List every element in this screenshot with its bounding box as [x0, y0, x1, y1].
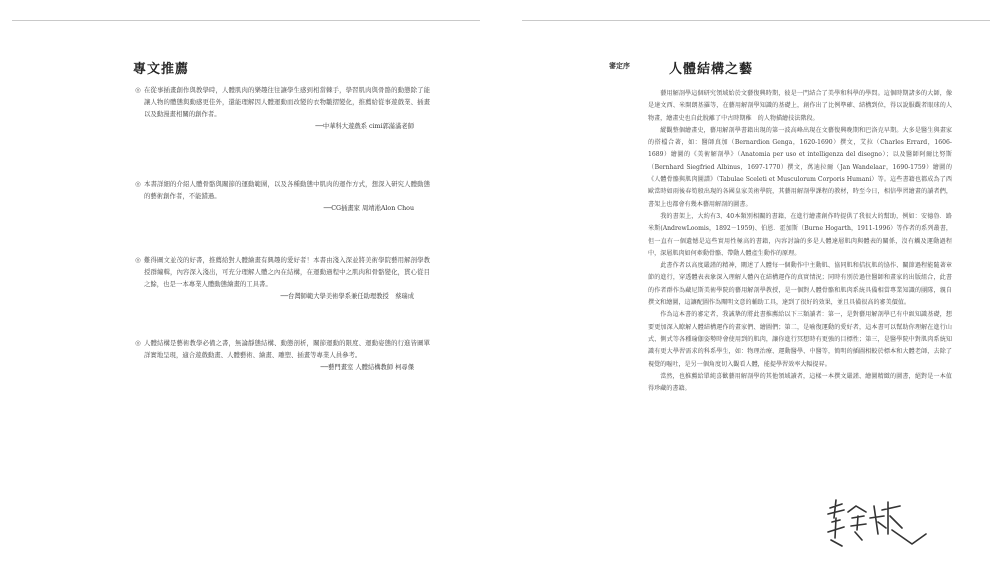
preface-paragraph: 我的書架上，大約有3、40本類別相關的書籍，在進行繪畫創作時提供了我很大的幫助，例如：安德魯．路米斯(AndrewLoomis，1892－1959)、伯恩．霍加斯（Burne Hogarth，1911-1996）等作者的系列叢書，但一直有一個遺憾是這些實用性極高的書籍，內容討論的多是人體達層肌肉與體表的關係，沒有觸及運動過程中，深層肌肉如何牽動骨骼、帶動人體產生動作的原理。	[648, 212, 952, 257]
handwritten-signature	[822, 494, 932, 550]
preface-paragraph: 藝用解剖學這個研究領域始於文藝復興時期，彼是一門結合了美學和科學的學問。這個時期諸多的大師，像是達文西、米開朗基羅等，在藝用解剖學知識的基礎上，創作出了比例準確、結構到位，得以說服觀者眼球的人物畫，繪畫史也自此脫離了中古時期稚 的人物描繪技法階段。	[648, 90, 952, 122]
recommendation-item	[135, 337, 430, 373]
preface-paragraph: 縱觀整個繪畫史，藝用解剖學書籍出現的第一波高峰出現在文藝復興晚期和巴洛克早期。大多是醫生與畫家的搭檔合著，如：醫師真加（Bernardion Genga，1620-1690）撰文，艾拉（Charles Errard，1606-1689）繪圖的《美術解剖學》（Anatomia per uso et intelligenza del disegno）；以及醫師阿爾比努斯（Bernhard Siegfried Albinus，1697-1770）撰文，萬迪拉爾（Jan Wandelaar，1690-1759）繪圖的《人體骨骼與肌肉圖譜》（Tabulae Sceleti et Musculorum Corporis Humani）等。這些書籍也都成為了西歐當時如雨後春筍般出現的各國皇家美術學院，其藝用解剖學課程的教材，時至今日，相信學習繪畫的讀者們，書架上也都會有幾本藝用解剖的圖書。	[648, 126, 952, 208]
recommendation-text: 難得圖文並茂的好書，推薦給對人體繪畫有興趣的愛好者！本書由淺入深並將美術學院藝用解剖學教授群編輯，內容深入淺出，可充分理解人體之內在結構，在運動過程中之肌肉和骨骼變化，貫心從目之餘，也是一本專業人體動態繪畫的工具書。	[144, 256, 430, 288]
bullet-icon: ◎	[135, 180, 141, 188]
recommendation-signature: ──CG插畫家 周靖淞Alon Chou	[323, 205, 414, 212]
recommendation-text: 在從事插畫創作與教學時，人體肌肉的樂趣往往讓學生感到相當棘手，學習肌肉與骨骼的動態除了能讓人物的體態與動感更佳外，還能理解因人體運動而改變的衣物皺摺變化，推薦給從事遊戲業、插畫以及動漫畫相關的創作者。	[144, 86, 430, 118]
preface-body	[648, 88, 952, 395]
recommendation-text: 本書詳細的介紹人體骨骼與關節的運動範圍，以及各種動態中肌肉的運作方式，想深入研究人體動態的藝術創作者，不能錯過。	[144, 180, 430, 200]
section-label: 審定序	[609, 61, 630, 70]
page-title: 專文推薦	[133, 62, 190, 77]
preface-paragraph: 作為這本書的審定者，我誠摯的將此書推薦給以下三類讀者：第一，是對藝用解剖學已有中級知識基礎，想要更加深入瞭解人體結構運作的畫家們、繪圖們；第二，是喻復運動的愛好者，這本書可以幫助你理解在進行山式、側式等各種瑜伽姿勢時會使用到的肌肉，讓你進行冥想時有更強的目標性；第三，是醫學院中對肌肉系統知識有更大學習需求的科系學生，如：物理治療、運動醫學、中醫等，簡明的插圖相較於標本和大體老師，去除了視覺的嘔吐，是另一個角度切入觀看人體，能提學習效率大幅提昇。	[648, 311, 952, 368]
page-title: 人體結構之藝	[669, 62, 754, 77]
recommendation-signature: ──中華科大遊戲系 cimi郭滿滿老師	[315, 123, 414, 130]
recommendation-item	[135, 178, 430, 214]
bullet-icon: ◎	[135, 86, 141, 94]
header-rule	[522, 20, 990, 21]
right-page	[500, 0, 1000, 566]
preface-paragraph: 此書作者以高度嚴謹的精神，闡述了人體每一個動作中主動肌、協同肌和拮抗肌的協作、關節過程能隨著章節的進行，穿透體表表象深入理解人體內在結構運作的真實情況；同時有別於過往醫師和畫家的出版組合，此書的作者群作為藏尼斯美術學院的藝用解剖學教授，是一個對人體骨骼和肌肉系統具備相當專業知識的團隊，親自撰文和繪圖，這讓配圖作為闡明文意的輔助工具，達到了很好的效果，並且具備很高的審美價值。	[648, 262, 952, 307]
bullet-icon: ◎	[135, 339, 141, 347]
recommendation-item	[135, 84, 430, 132]
header-rule	[12, 20, 480, 21]
recommendation-item	[135, 254, 430, 302]
bullet-icon: ◎	[135, 256, 141, 264]
preface-paragraph: 當然，也推薦給單純喜歡藝用解剖學的其他領域讀者，這樣一本撰文嚴謹、繪圖精緻的圖書，絕對是一本值得珍藏的書籍。	[648, 372, 952, 393]
recommendation-signature: ──台灣師範大學美術學系兼任助理教授 蔡瑞成	[280, 293, 414, 300]
recommendation-text: 人體結構是藝術教學必備之書，無論靜態結構、動態剖析，關節運動的限度、運動姿態的行進皆圖單詳實地呈現，適合遊戲動畫、人體藝術、繪畫、雕塑、插畫等專業人員參考。	[144, 339, 430, 359]
recommendation-signature: ──藝門畫室 人體結構教師 柯尋傑	[320, 364, 414, 371]
